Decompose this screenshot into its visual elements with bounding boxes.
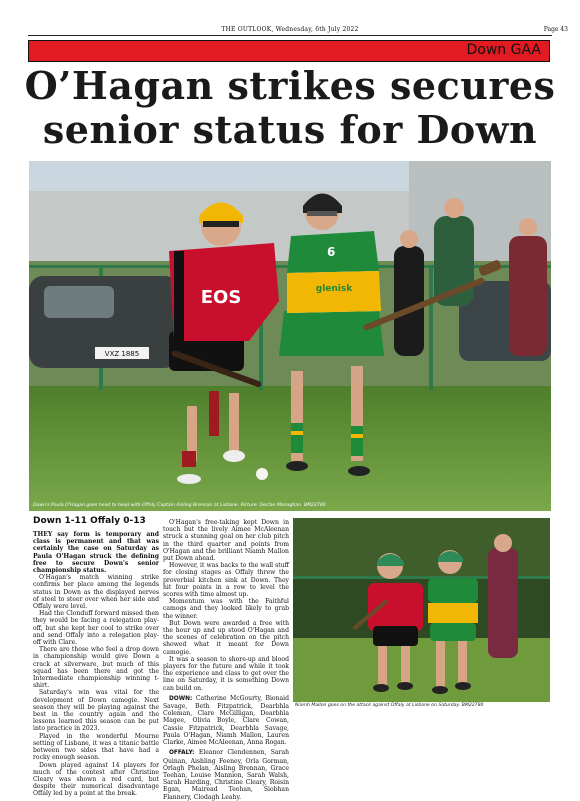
- paper-dateline: THE OUTLOOK, Wednesday, 6th July 2022: [221, 26, 359, 33]
- main-photo-caption: Down's Paula O'Hagan goes head to head with Offaly Captain Aisling Brennan at Lisbane. Picture: Declan Monaghan. BM22780: [33, 503, 326, 508]
- article-paragraph: It was a season to shore-up and blood players for the future and while it took the experience and class to get over the line on Saturday, it is something Down can build on.: [163, 655, 289, 692]
- offaly-sponsor-text: glenisk: [315, 284, 353, 294]
- section-label: Down GAA: [466, 42, 541, 58]
- down-team-names: Catherine McGourty, Bionaid Savage, Beth Fitzpatrick, Dearbhla Coleman, Clare McGilligan, Dearbhla Magee, Olivia Boyle, Clare Cowan, Cassie Fitzpatrick, Dearbhla Savage, Paula O'Hagan, Niamh Mallon, Lauren Clarke, Aimee McAleenan, Anna Rogan.: [163, 694, 290, 747]
- article-paragraph: But Down were awarded a free with the hour up and up stood O'Hagan and the scenes of celebration on the pitch showed what it meant for Down camogie.: [163, 619, 289, 656]
- article-column-2: [163, 519, 289, 801]
- match-result: Down 1-11 Offaly 0-13: [33, 516, 146, 526]
- offaly-team-names: Eleanor Clendennen, Sarah Quinan, Aishling Feeney, Orla Gorman, Orlagh Phelan, Aisling Brennan, Grace Teehan, Louise Mannion, Sarah Walsh, Sarah Harding, Christine Cleary, Roisin Egan, Mairead Teehan, Siobhan Flannery, Clodagh Leahy.: [163, 749, 289, 801]
- header-rule: [28, 35, 552, 36]
- side-photo-caption: Niamh Mallon goes on the attack against Offaly at Lisbane on Saturday. BM22780: [295, 703, 484, 708]
- article-paragraph: O'Hagan's free-taking kept Down in touch but the lively Aimee McAleenan struck a stunning goal on her club pitch in the third quarter and points from O'Hagan and the brilliant Niamh Mallon put Down ahead.: [163, 519, 289, 563]
- headline: [20, 64, 560, 152]
- down-sponsor-text: EOS: [200, 287, 242, 308]
- article-paragraph: Saturday's win was vital for the development of Down camogie. Next season they will be playing against the best in the country again and the lessons learned this season can be put into practice in 2023.: [33, 689, 159, 733]
- section-banner: [28, 40, 550, 62]
- main-photo-illustration: [29, 161, 551, 511]
- headline-line-2: senior status for Down: [42, 107, 538, 152]
- sliotar-ball: [256, 468, 268, 480]
- offaly-team-label: OFFALY:: [169, 750, 195, 757]
- article-paragraph: O'Hagan's match winning strike confirms her place among the legends status in Down as the displayed nerves of steel to steer over when her side and Offaly were level.: [33, 574, 159, 611]
- page-number: Page 43: [543, 26, 568, 33]
- car-plate-text: VXZ 1885: [104, 350, 140, 358]
- article-paragraph: THEY say form is temporary and class is permanent and that was certainly the case on Saturday as Paula O'Hagan struck the defining free to secure Down's senior championship status.: [33, 531, 159, 575]
- offaly-jersey-number: 6: [327, 245, 336, 259]
- article-paragraph: Played in the wonderful Mourne setting of Lisbane, it was a titanic battle between two sides that have had a rocky enough season.: [33, 732, 159, 762]
- article-paragraph: Down played against 14 players for much of the contest after Christine Cleary was shown a red card, but despite their numerical disadvantage Offaly led by a point at the break.: [33, 761, 159, 798]
- offaly-team-list: [163, 749, 289, 800]
- article-paragraph: Momentum was with the Faithful camogs and they looked likely to grab the winner.: [163, 598, 289, 620]
- side-photo: [293, 518, 550, 702]
- article-paragraph: However, it was backs to the wall stuff for closing stages as Offaly threw the proverbial kitchen sink at Down. They hit four points in a row to level the scores with time almost up.: [163, 562, 289, 599]
- down-team-label: DOWN:: [169, 695, 193, 702]
- article-paragraph: There are those who feel a drop down in championship would give Down a crack at silverware, but much of this squad has been there and got the Intermediate championship winning t-shirt.: [33, 646, 159, 690]
- side-photo-illustration: [293, 518, 550, 702]
- headline-line-1: O’Hagan strikes secures: [24, 63, 556, 108]
- article-column-1: [33, 531, 159, 798]
- article-paragraph: Had the Clonduff forward missed then they would be facing a relegation play-off, but she kept her cool to strike over and send Offaly into a relegation play-off with Clare.: [33, 610, 159, 647]
- main-photo: [29, 161, 551, 511]
- down-team-list: [163, 695, 289, 746]
